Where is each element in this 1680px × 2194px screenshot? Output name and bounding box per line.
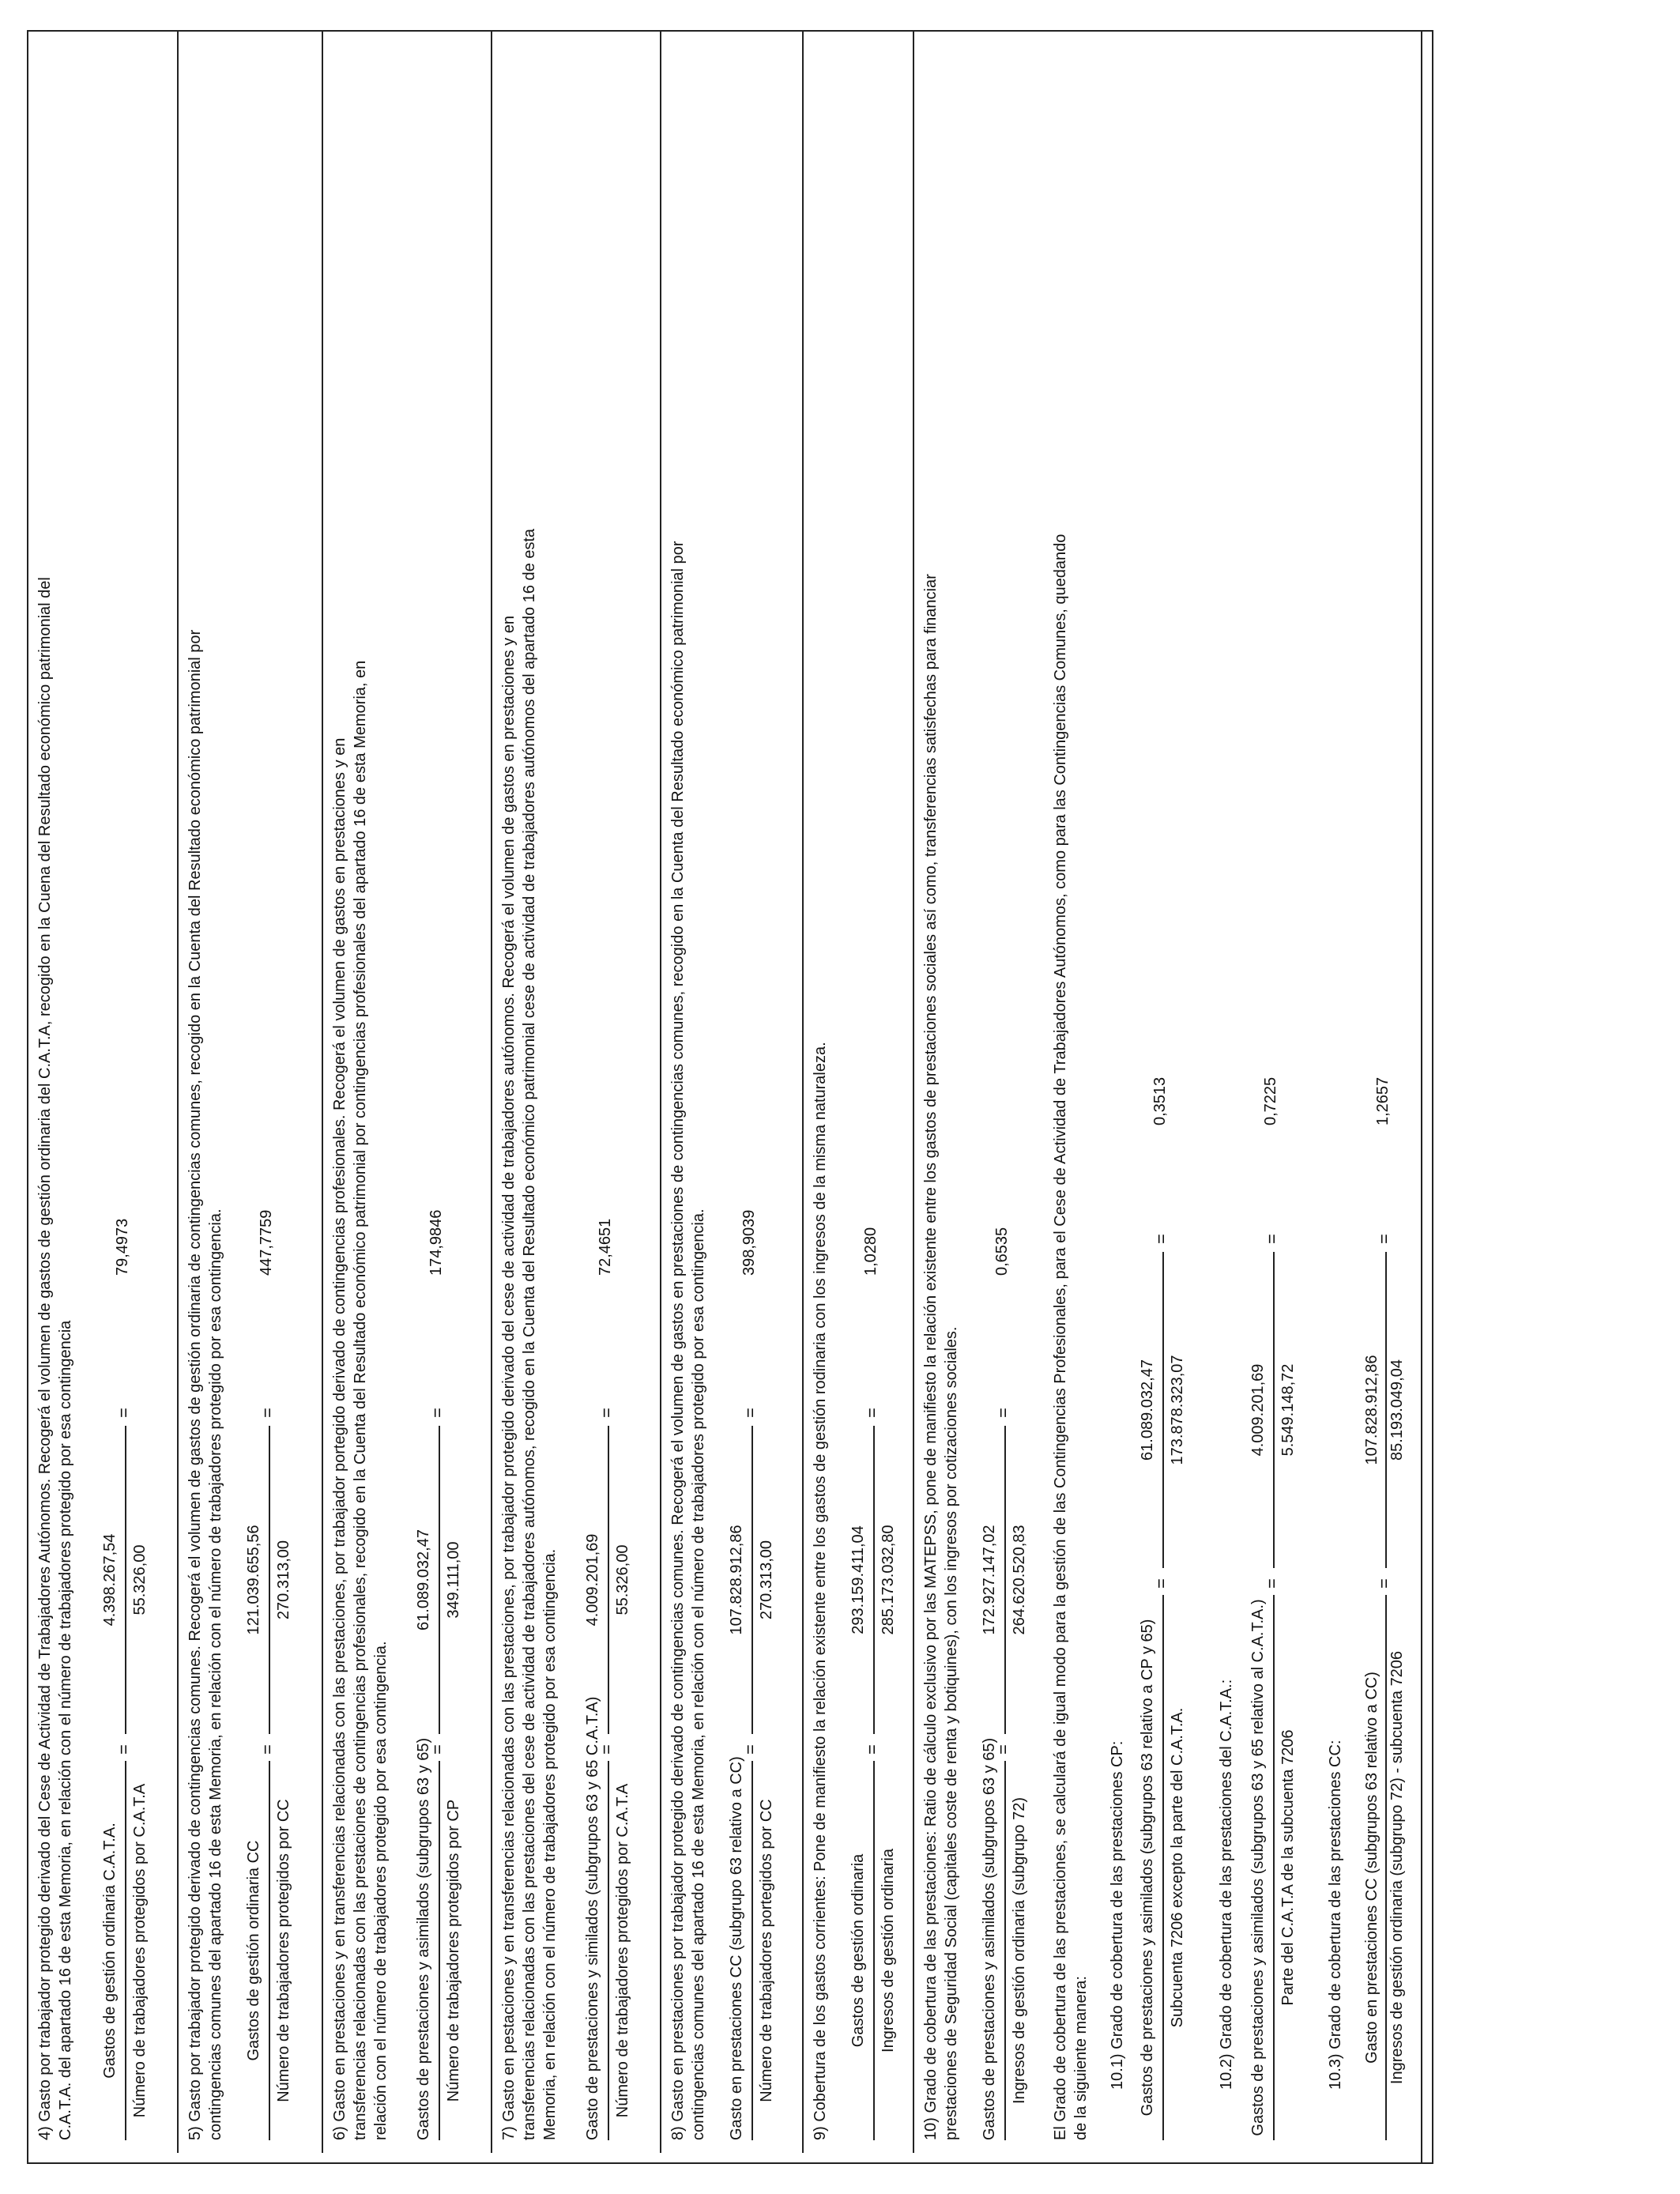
subsection-10-3-result: 1,2657 <box>1374 1076 1392 1125</box>
subsection-10-1-equals-1: = <box>1151 1578 1171 1589</box>
subsection-10-2-denominator-label: Parte del C.A.T.A de la subcuenta 7206 <box>1279 1729 1297 2006</box>
section-6-result: 174,9846 <box>428 1209 445 1276</box>
section-8-result: 398,9039 <box>740 1209 758 1276</box>
subsection-10-1-denominator-value: 173.878.323,07 <box>1169 1355 1186 1465</box>
subsection-10-1-equals-2: = <box>1151 1234 1171 1244</box>
section-10 <box>913 30 1422 2153</box>
section-10-label-fraction-bar <box>1004 1761 1006 2140</box>
rotated-content <box>27 30 1433 2164</box>
subsection-10-1-numerator-label: Gastos de prestaciones y asimilados (subgrupos 63 relativo a CP y 65) <box>1139 1619 1156 2117</box>
section-6-denominator-value: 349.111,00 <box>445 1541 462 1619</box>
section-9-equals-1: = <box>862 1744 882 1755</box>
subsection-10-1-value-fraction-bar <box>1162 1252 1164 1568</box>
section-7-label-fraction-bar <box>608 1761 609 2140</box>
section-8-value-fraction-bar <box>751 1426 753 1734</box>
section-4-intro-line-2: C.A.T.A. del apartado 16 de esta Memoria, en relación con el número de trabajadores protegido por esa contingencia <box>57 1320 74 2140</box>
section-8-label-fraction-bar <box>751 1761 753 2140</box>
section-8-denominator-value: 270.313,00 <box>758 1540 775 1620</box>
section-10-denominator-value: 264.620.520,83 <box>1011 1525 1028 1635</box>
section-10-result: 0,6535 <box>993 1227 1011 1276</box>
section-5-equals-1: = <box>258 1744 277 1755</box>
section-9-numerator-value: 293.159.411,04 <box>849 1525 867 1634</box>
section-6-denominator-label: Número de trabajadores protegidos por CP <box>445 1799 462 2102</box>
section-9-label-fraction-bar <box>873 1761 875 2140</box>
section-6-equals-2: = <box>428 1408 447 1418</box>
section-4-intro-line-1: 4) Gasto por trabajador protegido derivado del Cese de Actividad de Trabajadores Autónomos. Recogerá el volumen de gastos de gestión ordinaria del C.A.T.A, recogido en la Cuena del Resultado económico patrimonial del <box>36 577 54 2140</box>
section-6-value-fraction-bar <box>439 1426 440 1734</box>
section-7-intro-line-2: transferencias relacionadas con las prestaciones del cese de actividad de trabajadores autónomos, recogido en la Cuenta del Resultado económico patrimonial cese de actividad de trabajadores autónomos del apartado 16 de esta <box>521 528 538 2140</box>
section-7-numerator-label: Gasto de prestaciones y similados (subgrupos 63 y 65 C.A.T.A) <box>584 1696 601 2140</box>
section-5-denominator-label: Número de trabajadores protegidos por CC <box>275 1799 292 2102</box>
section-9-intro-line-1: 9) Cobertura de los gastos corrientes: Pone de manifiesto la relación existente entre los gastos de gestión rodinaria con los ingresos de la misma naturaleza. <box>812 1042 829 2140</box>
section-10-note-line-1: El Grado de cobertura de las prestaciones, se calculará de igual modo para la gestión de las Contingencias Profesionales, para el Cese de Actividad de Trabajadores Autónomos, como para las Contingencias Comunes, quedando <box>1052 533 1069 2140</box>
section-6-intro-line-1: 6) Gasto en prestaciones y en transferencias relacionadas con las prestaciones, por trabajador portegido derivado de contingencias profesionales. Recogerá el volumen de gastos en prestaciones y en <box>331 737 348 2140</box>
section-9-denominator-value: 285.173.032,80 <box>880 1525 897 1635</box>
section-8-numerator-value: 107.828.912,86 <box>728 1525 745 1635</box>
section-5-numerator-value: 121.039.655,56 <box>245 1525 262 1635</box>
section-10-intro-line-1: 10) Grado de cobertura de las prestaciones: Ratio de cálculo exclusivo por las MATEPSS, pone de manifiesto la relación existente entre los gastos de prestaciones sociales así como, transferencias satisfechas para financiar <box>922 574 940 2140</box>
subsection-10-1-numerator-value: 61.089.032,47 <box>1139 1359 1156 1461</box>
subsection-10-2-title: 10.2) Grado de cobertura de las prestaciones del C.A.T.A.: <box>1218 1679 1235 2090</box>
section-4-denominator-value: 55.326,00 <box>131 1544 149 1615</box>
section-9-equals-2: = <box>862 1408 882 1418</box>
section-8-intro-line-2: contingencias comunes del apartado 16 de esta Memoria, en relación con el número de trabajadores protegido por esa contingencia. <box>690 1208 707 2140</box>
section-4-equals-2: = <box>114 1408 134 1418</box>
section-9 <box>802 30 913 2153</box>
section-8-numerator-label: Gasto en prestaciones CC (subgrupo 63 relativo a CC) <box>728 1756 745 2140</box>
section-4-label-fraction-bar <box>125 1761 126 2140</box>
section-10-denominator-label: Ingresos de gestión ordinaria (subgrupo 72) <box>1011 1796 1028 2105</box>
section-5 <box>177 30 322 2153</box>
subsection-10-2-label-fraction-bar <box>1273 1595 1275 2140</box>
section-4-result: 79,4973 <box>114 1218 131 1276</box>
section-5-label-fraction-bar <box>269 1761 270 2140</box>
section-10-numerator-label: Gastos de prestaciones y asimilados (subgrupos 63 y 65) <box>981 1737 998 2140</box>
section-10-intro-line-2: prestaciones de Seguridad Social (capitales coste de renta y botiquines), con los ingresos por cotizaciones sociales. <box>943 1326 960 2140</box>
subsection-10-2-numerator-label: Gastos de prestaciones y asimilados (subgrupos 63 y 65 relativo al C.A.T.A.) <box>1249 1599 1267 2136</box>
section-9-denominator-label: Ingresos de gestión ordinaria <box>880 1849 897 2053</box>
subsection-10-3-denominator-value: 85.193.049,04 <box>1388 1359 1406 1461</box>
subsection-10-3-equals-1: = <box>1374 1578 1394 1589</box>
section-6-equals-1: = <box>428 1744 447 1755</box>
section-7-denominator-value: 55.326,00 <box>614 1544 631 1615</box>
section-8-intro-line-1: 8) Gasto en prestaciones por trabajador protegido derivado de contingencias comunes. Recogerá el volumen de gastos en prestaciones de contingencias comunes, recogido en la Cuenta del Resultado económico patrimonial por <box>669 541 687 2140</box>
section-8-equals-1: = <box>740 1744 760 1755</box>
section-5-intro-line-1: 5) Gasto por trabajador protegido derivado de contingencias comunes. Recogerá el volumen de gastos de gestión ordinaria de contingencias comunes, recogido en la Cuenta del Resultado económico patrimonial por <box>186 629 204 2140</box>
section-7-intro-line-1: 7) Gasto en pestaciones y en transferencias relacionadas con las prestaciones, por trabajador protegido derivado del cese de actividad de trabajadores autónomos. Recogerá el volumen de gastos en prestaciones y en <box>500 616 518 2140</box>
subsection-10-2-result: 0,7225 <box>1262 1076 1279 1125</box>
subsection-10-3-title: 10.3) Grado de cobertura de las prestaciones CC: <box>1327 1740 1344 2090</box>
section-7-equals-1: = <box>597 1744 616 1755</box>
section-4 <box>27 30 177 2153</box>
section-6-numerator-label: Gastos de prestaciones y asimilados (subgrupos 63 y 65) <box>415 1737 432 2140</box>
subsection-10-3-numerator-label: Gasto en prestaciones CC (subgrupos 63 relativo a CC) <box>1363 1672 1381 2064</box>
section-10-value-fraction-bar <box>1004 1426 1006 1734</box>
subsection-10-2-equals-1: = <box>1262 1578 1282 1589</box>
section-8-denominator-label: Número de trabajadores portegidos por CC <box>758 1799 775 2102</box>
section-9-value-fraction-bar <box>873 1426 875 1734</box>
subsection-10-3-denominator-label: Ingresos de gestión ordinaria (subgrupo 72) - subcuenta 7206 <box>1388 1650 1406 2085</box>
section-4-numerator-label: Gastos de gestión ordinaria C.A.T.A. <box>101 1823 119 2079</box>
subsection-10-1-denominator-label: Subcuenta 7206 excepto la parte del C.A.T.A. <box>1169 1707 1186 2028</box>
section-7-equals-2: = <box>597 1408 616 1418</box>
section-7-numerator-value: 4.009.201,69 <box>584 1533 601 1627</box>
subsection-10-1-result: 0,3513 <box>1151 1076 1169 1125</box>
subsection-10-3-equals-2: = <box>1374 1234 1394 1244</box>
subsection-10-3-value-fraction-bar <box>1385 1252 1387 1568</box>
section-10-equals-1: = <box>993 1744 1013 1755</box>
section-4-value-fraction-bar <box>125 1426 126 1734</box>
section-4-equals-1: = <box>114 1744 134 1755</box>
section-5-denominator-value: 270.313,00 <box>275 1540 292 1620</box>
section-7-result: 72,4651 <box>597 1218 614 1276</box>
section-10-numerator-value: 172.927.147,02 <box>981 1525 998 1635</box>
section-5-numerator-label: Gastos de gestión ordinaria CC <box>245 1840 262 2061</box>
section-6-numerator-value: 61.089.032,47 <box>415 1529 432 1630</box>
subsection-10-2-denominator-value: 5.549.148,72 <box>1279 1363 1297 1457</box>
section-8 <box>660 30 802 2153</box>
section-6 <box>322 30 491 2153</box>
section-9-result: 1,0280 <box>862 1227 880 1276</box>
section-6-intro-line-2: transferencias relacionadas con las prestaciones de contingencias profesionales, recogido en la Cuenta del Resultado económico patrimonial por contingencias profesionales del apartado 16 de esta Memoria, en <box>352 660 369 2140</box>
section-5-value-fraction-bar <box>269 1426 270 1734</box>
section-7-value-fraction-bar <box>608 1426 609 1734</box>
section-5-intro-line-2: contingencias comunes del apartado 16 de esta Memoria, en relación con el número de trabajadores protegido por esa contingencia. <box>207 1208 224 2140</box>
subsection-10-3-numerator-value: 107.828.912,86 <box>1363 1355 1381 1465</box>
section-5-result: 447,7759 <box>258 1209 275 1276</box>
section-10-note-line-2: de la siguiente manera: <box>1072 1976 1090 2140</box>
subsection-10-1-label-fraction-bar <box>1162 1595 1164 2140</box>
section-4-denominator-label: Número de trabajadores protegidos por C.A.T.A <box>131 1783 149 2118</box>
section-8-equals-2: = <box>740 1408 760 1418</box>
subsection-10-2-equals-2: = <box>1262 1234 1282 1244</box>
section-4-numerator-value: 4.398.267,54 <box>101 1533 119 1627</box>
subsection-10-2-value-fraction-bar <box>1273 1252 1275 1568</box>
section-7 <box>491 30 660 2153</box>
subsection-10-1-title: 10.1) Grado de cobertura de las prestaciones CP: <box>1109 1740 1126 2090</box>
subsection-10-3-label-fraction-bar <box>1385 1595 1387 2140</box>
section-5-equals-2: = <box>258 1408 277 1418</box>
section-7-denominator-label: Número de trabajadores protegidos por C.A.T.A <box>614 1783 631 2118</box>
section-9-numerator-label: Gastos de gestión ordinaria <box>849 1853 867 2048</box>
section-10-equals-2: = <box>993 1408 1013 1418</box>
subsection-10-2-numerator-value: 4.009.201,69 <box>1249 1363 1267 1457</box>
section-6-label-fraction-bar <box>439 1761 440 2140</box>
section-7-intro-line-3: Memoria, en relación con el número de trabajadores protegido por esa contingencia. <box>541 1548 559 2140</box>
section-6-intro-line-3: relación con el número de trabajadores protegido por esa contingencia. <box>372 1641 390 2140</box>
